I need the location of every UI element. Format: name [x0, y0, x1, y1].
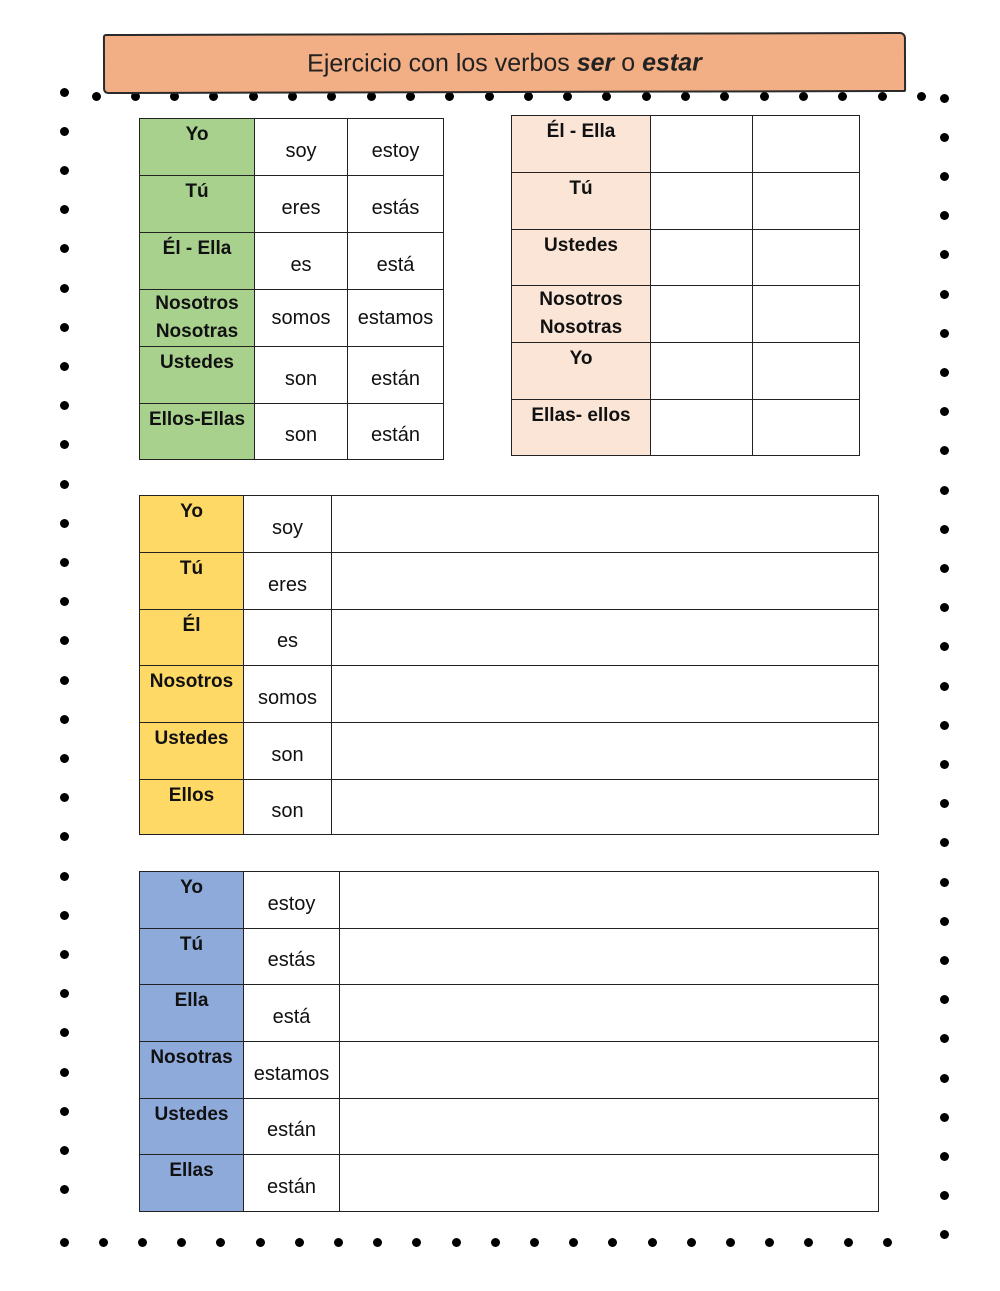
- border-dot: [940, 94, 949, 103]
- title-verb-estar: estar: [642, 47, 702, 77]
- border-dot: [373, 1238, 382, 1247]
- pronoun-cell: Yo: [140, 119, 255, 176]
- sentence-answer-field[interactable]: [332, 666, 879, 723]
- ser-answer-field[interactable]: [651, 116, 753, 173]
- pronoun-cell: Nosotros: [140, 666, 244, 723]
- sentence-answer-field[interactable]: [340, 1155, 879, 1212]
- border-dot: [940, 760, 949, 769]
- border-dot: [940, 995, 949, 1004]
- border-dot: [940, 1191, 949, 1200]
- border-dot: [648, 1238, 657, 1247]
- border-dot: [940, 290, 949, 299]
- verb-cell: estás: [244, 929, 340, 985]
- pronoun-cell: Ellos: [140, 780, 244, 835]
- pronoun-cell: Ustedes: [512, 230, 651, 286]
- table-row: [140, 1155, 879, 1212]
- estar-answer-field[interactable]: [753, 343, 860, 400]
- border-dot: [804, 1238, 813, 1247]
- sentence-answer-field[interactable]: [340, 985, 879, 1042]
- estar-cell: estás: [348, 176, 444, 233]
- border-dot: [940, 1074, 949, 1083]
- border-dot: [138, 1238, 147, 1247]
- pronoun-cell: Tú: [140, 553, 244, 610]
- border-dot: [940, 603, 949, 612]
- pronoun-cell: Ustedes: [140, 723, 244, 780]
- pronoun-cell: Ellas: [140, 1155, 244, 1212]
- border-dot: [940, 721, 949, 730]
- border-dot: [940, 956, 949, 965]
- verb-cell: eres: [244, 553, 332, 610]
- border-dot: [60, 558, 69, 567]
- border-dot: [60, 754, 69, 763]
- border-dot: [569, 1238, 578, 1247]
- table-row: [140, 723, 879, 780]
- verb-cell: estoy: [244, 872, 340, 929]
- table-row: [140, 780, 879, 835]
- border-dot: [940, 368, 949, 377]
- border-dot: [60, 284, 69, 293]
- border-dot: [940, 1034, 949, 1043]
- estar-cell: están: [348, 404, 444, 460]
- table-row: [512, 173, 860, 230]
- table-row: [512, 400, 860, 456]
- border-dot: [60, 1107, 69, 1116]
- ser-answer-field[interactable]: [651, 343, 753, 400]
- border-dot: [940, 1230, 949, 1239]
- table-row: [140, 1042, 879, 1099]
- border-dot: [256, 1238, 265, 1247]
- estar-answer-field[interactable]: [753, 400, 860, 456]
- border-dot: [940, 878, 949, 887]
- table-row: [140, 176, 444, 233]
- verb-cell: está: [244, 985, 340, 1042]
- border-dot: [838, 92, 847, 101]
- ser-answer-field[interactable]: [651, 173, 753, 230]
- ser-cell: son: [255, 347, 348, 404]
- border-dot: [60, 950, 69, 959]
- pronoun-cell: Tú: [140, 929, 244, 985]
- pronoun-cell: Él - Ella: [140, 233, 255, 290]
- border-dot: [60, 793, 69, 802]
- border-dot: [60, 832, 69, 841]
- border-dot: [940, 211, 949, 220]
- ser-answer-field[interactable]: [651, 400, 753, 456]
- title-middle: o: [614, 48, 643, 77]
- border-dot: [92, 92, 101, 101]
- border-dot: [60, 676, 69, 685]
- conjugation-table-exercise: [511, 115, 860, 456]
- border-dot: [642, 92, 651, 101]
- sentence-answer-field[interactable]: [332, 723, 879, 780]
- border-dot: [60, 519, 69, 528]
- estar-cell: estoy: [348, 119, 444, 176]
- ser-cell: soy: [255, 119, 348, 176]
- verb-cell: soy: [244, 496, 332, 553]
- table-row: [140, 553, 879, 610]
- verb-cell: somos: [244, 666, 332, 723]
- ser-answer-field[interactable]: [651, 286, 753, 343]
- border-dot: [681, 92, 690, 101]
- border-dot: [60, 872, 69, 881]
- border-dot: [530, 1238, 539, 1247]
- border-dot: [334, 1238, 343, 1247]
- sentence-answer-field[interactable]: [340, 929, 879, 985]
- border-dot: [60, 989, 69, 998]
- sentence-answer-field[interactable]: [340, 1099, 879, 1155]
- border-dot: [60, 911, 69, 920]
- border-dot: [60, 401, 69, 410]
- pronoun-cell: Yo: [140, 872, 244, 929]
- sentence-answer-field[interactable]: [332, 610, 879, 666]
- pronoun-cell: Ella: [140, 985, 244, 1042]
- pronoun-cell: Él - Ella: [512, 116, 651, 173]
- border-dot: [60, 636, 69, 645]
- border-dot: [940, 250, 949, 259]
- estar-answer-field[interactable]: [753, 116, 860, 173]
- border-dot: [608, 1238, 617, 1247]
- border-dot: [60, 244, 69, 253]
- border-dot: [60, 362, 69, 371]
- table-row: [140, 347, 444, 404]
- table-row: [140, 872, 879, 929]
- table-row: [140, 233, 444, 290]
- conjugation-table-complete: [139, 118, 444, 460]
- border-dot: [99, 1238, 108, 1247]
- border-dot: [491, 1238, 500, 1247]
- pronoun-cell: Él: [140, 610, 244, 666]
- sentence-answer-field[interactable]: [332, 780, 879, 835]
- verb-cell: estamos: [244, 1042, 340, 1099]
- pronoun-cell: Yo: [512, 343, 651, 400]
- table-row: [140, 929, 879, 985]
- estar-cell: estamos: [348, 290, 444, 347]
- border-dot: [216, 1238, 225, 1247]
- table-row: [512, 116, 860, 173]
- border-dot: [60, 597, 69, 606]
- border-dot: [940, 172, 949, 181]
- estar-sentence-table: [139, 871, 879, 1212]
- estar-answer-field[interactable]: [753, 286, 860, 343]
- border-dot: [940, 917, 949, 926]
- sentence-answer-field[interactable]: [332, 553, 879, 610]
- border-dot: [940, 682, 949, 691]
- pronoun-cell: Nosotros Nosotras: [512, 286, 651, 343]
- border-dot: [878, 92, 887, 101]
- estar-cell: están: [348, 347, 444, 404]
- border-dot: [726, 1238, 735, 1247]
- border-dot: [687, 1238, 696, 1247]
- table-row: [140, 404, 444, 460]
- border-dot: [60, 1146, 69, 1155]
- sentence-answer-field[interactable]: [332, 496, 879, 553]
- pronoun-cell: Tú: [140, 176, 255, 233]
- verb-cell: están: [244, 1099, 340, 1155]
- border-dot: [940, 1152, 949, 1161]
- border-dot: [60, 1185, 69, 1194]
- estar-cell: está: [348, 233, 444, 290]
- border-dot: [60, 205, 69, 214]
- border-dot: [799, 92, 808, 101]
- table-row: [140, 610, 879, 666]
- ser-sentence-table: [139, 495, 879, 835]
- table-row: [140, 290, 444, 347]
- border-dot: [940, 799, 949, 808]
- pronoun-cell: Ustedes: [140, 347, 255, 404]
- border-dot: [940, 642, 949, 651]
- pronoun-cell: Nosotras: [140, 1042, 244, 1099]
- border-dot: [60, 1028, 69, 1037]
- ser-cell: es: [255, 233, 348, 290]
- table-row: [140, 985, 879, 1042]
- pronoun-cell: Ustedes: [140, 1099, 244, 1155]
- verb-cell: es: [244, 610, 332, 666]
- border-dot: [60, 166, 69, 175]
- border-dot: [60, 1238, 69, 1247]
- table-row: [140, 119, 444, 176]
- ser-cell: somos: [255, 290, 348, 347]
- estar-answer-field[interactable]: [753, 230, 860, 286]
- pronoun-cell: Ellas- ellos: [512, 400, 651, 456]
- pronoun-cell: Ellos-Ellas: [140, 404, 255, 460]
- border-dot: [765, 1238, 774, 1247]
- border-dot: [917, 92, 926, 101]
- table-row: [140, 496, 879, 553]
- border-dot: [60, 480, 69, 489]
- border-dot: [412, 1238, 421, 1247]
- border-dot: [940, 486, 949, 495]
- pronoun-cell: Nosotros Nosotras: [140, 290, 255, 347]
- border-dot: [883, 1238, 892, 1247]
- sentence-answer-field[interactable]: [340, 1042, 879, 1099]
- border-dot: [60, 1068, 69, 1077]
- border-dot: [940, 525, 949, 534]
- table-row: [512, 230, 860, 286]
- border-dot: [720, 92, 729, 101]
- pronoun-cell: Tú: [512, 173, 651, 230]
- ser-cell: eres: [255, 176, 348, 233]
- estar-answer-field[interactable]: [753, 173, 860, 230]
- verb-cell: son: [244, 780, 332, 835]
- border-dot: [60, 440, 69, 449]
- title-prefix: Ejercicio con los verbos: [307, 48, 577, 78]
- border-dot: [940, 564, 949, 573]
- border-dot: [563, 92, 572, 101]
- ser-answer-field[interactable]: [651, 230, 753, 286]
- border-dot: [940, 407, 949, 416]
- verb-cell: están: [244, 1155, 340, 1212]
- border-dot: [940, 329, 949, 338]
- verb-cell: son: [244, 723, 332, 780]
- sentence-answer-field[interactable]: [340, 872, 879, 929]
- border-dot: [760, 92, 769, 101]
- border-dot: [940, 1113, 949, 1122]
- border-dot: [177, 1238, 186, 1247]
- border-dot: [60, 323, 69, 332]
- pronoun-cell: Yo: [140, 496, 244, 553]
- border-dot: [60, 715, 69, 724]
- table-row: [140, 666, 879, 723]
- border-dot: [940, 133, 949, 142]
- border-dot: [60, 88, 69, 97]
- table-row: [512, 343, 860, 400]
- ser-cell: son: [255, 404, 348, 460]
- table-row: [140, 1099, 879, 1155]
- border-dot: [602, 92, 611, 101]
- border-dot: [844, 1238, 853, 1247]
- border-dot: [452, 1238, 461, 1247]
- border-dot: [295, 1238, 304, 1247]
- border-dot: [60, 127, 69, 136]
- title-verb-ser: ser: [576, 48, 615, 77]
- border-dot: [940, 838, 949, 847]
- table-row: [512, 286, 860, 343]
- border-dot: [940, 446, 949, 455]
- title-banner: [103, 32, 906, 94]
